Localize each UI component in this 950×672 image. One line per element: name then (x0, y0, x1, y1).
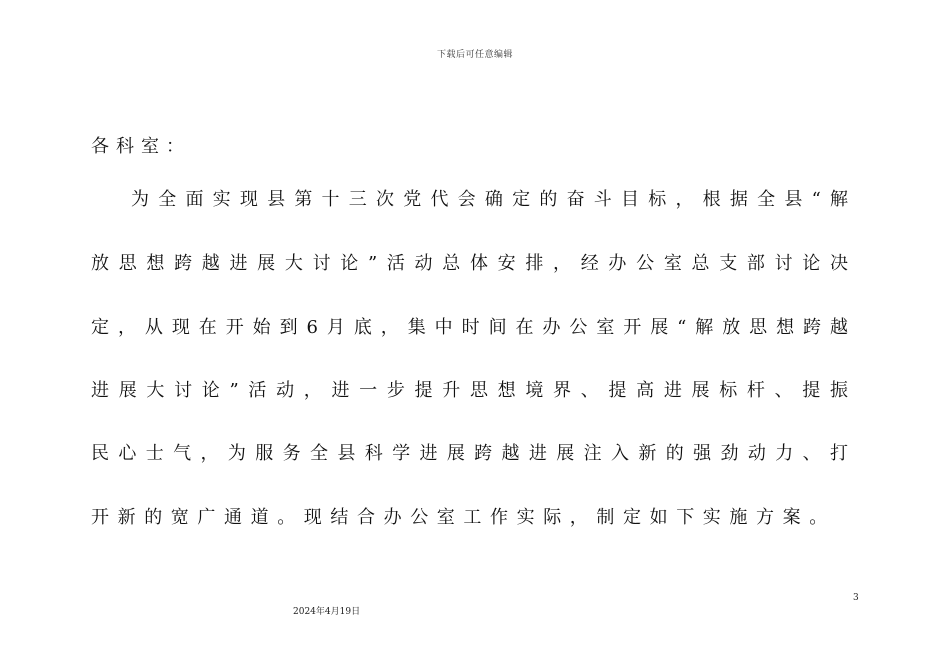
footer-date: 2024年4月19日 (293, 607, 361, 617)
page-number: 3 (853, 593, 859, 603)
body-line-2: 放思想跨越进展大讨论”活动总体安排，经办公室总支部讨论决 (91, 253, 848, 274)
body-line-4: 进展大讨论”活动，进一步提升思想境界、提高进展标杆、提振 (91, 380, 848, 401)
header-note: 下载后可任意编辑 (436, 50, 513, 60)
body-line-3: 定，从现在开始到6月底，集中时间在办公室开展“解放思想跨越 (91, 317, 848, 338)
body-line-5: 民心士气，为服务全县科学进展跨越进展注入新的强劲动力、打 (91, 443, 848, 464)
body-line-6: 开新的宽广通道。现结合办公室工作实际，制定如下实施方案。 (91, 507, 836, 528)
salutation: 各科室： (91, 136, 191, 157)
body-line-1: 为全面实现县第十三次党代会确定的奋斗目标，根据全县“解 (131, 189, 848, 210)
